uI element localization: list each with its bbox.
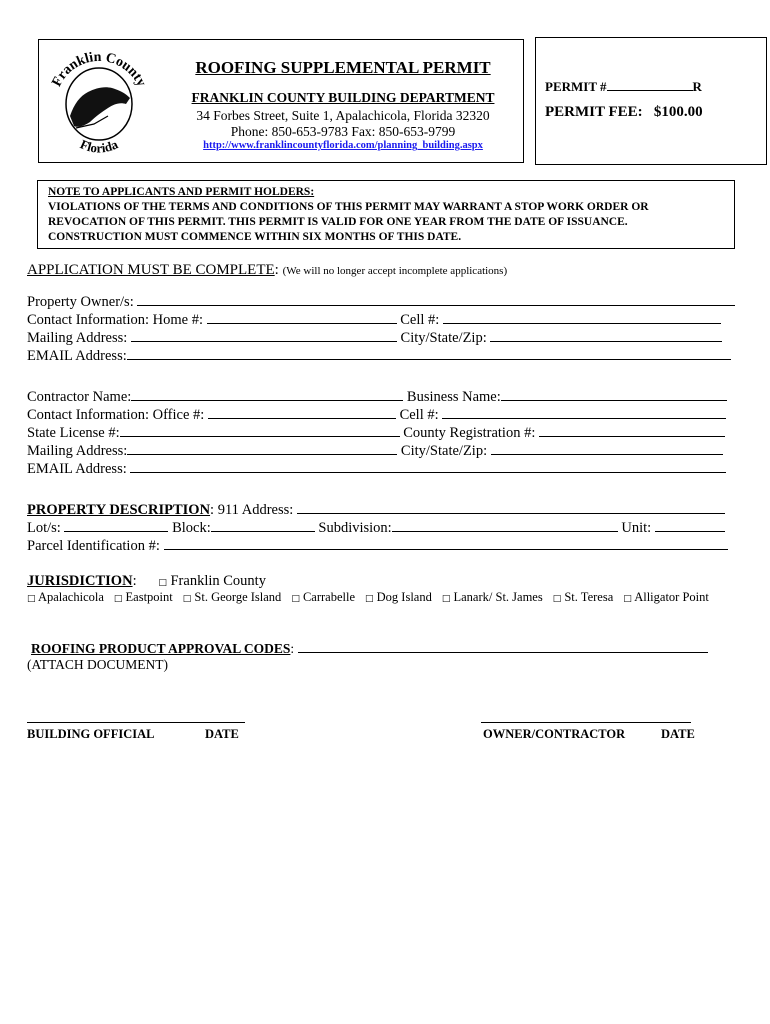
contractor-cell-line[interactable] xyxy=(442,405,726,419)
jurisdiction-heading: JURISDICTION xyxy=(27,573,133,589)
business-name-label: Business Name: xyxy=(406,389,501,405)
state-license-line[interactable] xyxy=(120,423,400,437)
application-heading-text: APPLICATION MUST BE COMPLETE xyxy=(27,262,275,278)
jurisdiction-option[interactable] xyxy=(623,590,709,604)
county-seal-logo xyxy=(44,44,154,160)
option-label: Alligator Point xyxy=(634,590,709,604)
permit-fee-value: $100.00 xyxy=(653,104,703,120)
parcel-id-label: Parcel Identification #: xyxy=(27,538,160,554)
owner-contractor-date-label: DATE xyxy=(661,727,695,741)
permit-number-label: PERMIT # xyxy=(545,79,607,94)
option-label: St. Teresa xyxy=(564,590,614,604)
subdivision-label: Subdivision: xyxy=(318,520,392,536)
owner-contractor-label: OWNER/CONTRACTOR xyxy=(483,727,626,741)
block-label: Block: xyxy=(172,520,211,536)
svg-text:Franklin County xyxy=(49,50,148,89)
application-note: (We will no longer accept incomplete applications) xyxy=(282,265,508,277)
permit-box xyxy=(535,37,767,165)
checkbox-icon[interactable]: □ xyxy=(291,594,300,604)
checkbox-icon[interactable]: □ xyxy=(623,594,632,604)
notice-title: NOTE TO APPLICANTS AND PERMIT HOLDERS: xyxy=(48,186,315,198)
jurisdiction-option[interactable] xyxy=(365,590,432,604)
contractor-email-label: EMAIL Address: xyxy=(27,461,127,477)
product-approval-heading: ROOFING PRODUCT APPROVAL CODES xyxy=(31,641,291,656)
lots-label: Lot/s: xyxy=(27,520,61,536)
owner-mailing-label: Mailing Address: xyxy=(27,330,128,346)
permit-fee-label: PERMIT FEE: xyxy=(545,104,643,120)
jurisdiction-option[interactable] xyxy=(553,590,614,604)
notice-line: REVOCATION OF THIS PERMIT. THIS PERMIT IS VALID FOR ONE YEAR FROM THE DATE OF ISSUANCE. xyxy=(48,216,628,228)
department-address: 34 Forbes Street, Suite 1, Apalachicola, Florida 32320 xyxy=(196,108,490,123)
unit-line[interactable] xyxy=(655,518,725,532)
page-title: ROOFING SUPPLEMENTAL PERMIT xyxy=(195,58,491,77)
contractor-cell-label: Cell #: xyxy=(399,407,439,423)
contractor-office-line[interactable] xyxy=(208,405,396,419)
owner-mailing-row xyxy=(27,328,722,346)
permit-number-suffix: R xyxy=(692,79,702,94)
notice-line: VIOLATIONS OF THE TERMS AND CONDITIONS OF THIS PERMIT MAY WARRANT A STOP WORK ORDER OR xyxy=(48,201,649,213)
seal-bottom-text: Florida xyxy=(77,136,121,156)
product-approval-colon: : xyxy=(290,641,295,656)
jurisdiction-option[interactable] xyxy=(291,590,355,604)
contractor-office-label: Contact Information: Office #: xyxy=(27,407,205,423)
svg-text:Florida xyxy=(78,136,121,155)
department-name: FRANKLIN COUNTY BUILDING DEPARTMENT xyxy=(191,90,495,105)
contractor-mailing-line[interactable] xyxy=(127,441,397,455)
building-official-date-label: DATE xyxy=(205,727,239,741)
subdivision-line[interactable] xyxy=(392,518,618,532)
owner-cell-label: Cell #: xyxy=(400,312,440,328)
jurisdiction-row xyxy=(27,572,266,590)
contractor-email-line[interactable] xyxy=(130,459,726,473)
property-address-label: : 911 Address: xyxy=(210,502,294,518)
owner-city-line[interactable] xyxy=(490,328,722,342)
state-license-label: State License #: xyxy=(27,425,120,441)
parcel-id-line[interactable] xyxy=(164,536,728,550)
seal-top-text: Franklin County xyxy=(49,49,149,90)
owner-email-line[interactable] xyxy=(127,346,731,360)
product-approval-line[interactable] xyxy=(298,639,708,653)
property-address-line[interactable] xyxy=(297,500,725,514)
permit-fee xyxy=(545,104,703,121)
permit-number-line[interactable] xyxy=(607,77,693,91)
owner-city-label: City/State/Zip: xyxy=(400,330,487,346)
contractor-mailing-label: Mailing Address: xyxy=(27,443,128,459)
owner-contact-row xyxy=(27,310,721,328)
county-registration-label: County Registration #: xyxy=(403,425,536,441)
department-link[interactable]: http://www.franklincountyflorida.com/planning_building.aspx xyxy=(203,140,483,151)
business-name-line[interactable] xyxy=(501,387,727,401)
property-description-heading: PROPERTY DESCRIPTION xyxy=(27,502,211,518)
option-label: Dog Island xyxy=(376,590,432,604)
checkbox-icon[interactable]: □ xyxy=(365,594,374,604)
contractor-city-label: City/State/Zip: xyxy=(400,443,488,459)
option-label: Eastpoint xyxy=(125,590,173,604)
department-phone: Phone: 850-653-9783 Fax: 850-653-9799 xyxy=(230,124,456,139)
option-label: Lanark/ St. James xyxy=(453,590,543,604)
property-owner-line[interactable] xyxy=(137,292,735,306)
checkbox-icon[interactable]: □ xyxy=(552,594,562,604)
contractor-city-line[interactable] xyxy=(491,441,723,455)
owner-email-label: EMAIL Address: xyxy=(27,348,127,364)
property-owner-field[interactable] xyxy=(27,292,735,310)
jurisdiction-options xyxy=(27,590,719,605)
unit-label: Unit: xyxy=(621,520,652,536)
lots-line[interactable] xyxy=(64,518,168,532)
jurisdiction-colon: : xyxy=(132,573,137,589)
owner-home-label: Contact Information: Home #: xyxy=(27,312,203,328)
option-label: St. George Island xyxy=(194,590,282,604)
jurisdiction-option[interactable] xyxy=(27,590,104,604)
owner-home-line[interactable] xyxy=(207,310,397,324)
property-lot-row xyxy=(27,518,725,536)
option-label: Apalachicola xyxy=(37,590,104,604)
contractor-email-field[interactable] xyxy=(27,459,726,477)
property-owner-label: Property Owner/s: xyxy=(27,294,134,310)
owner-email-field[interactable] xyxy=(27,346,731,364)
checkbox-icon[interactable]: □ xyxy=(113,594,123,604)
checkbox-icon[interactable]: □ xyxy=(182,594,192,604)
property-address-row xyxy=(27,500,725,518)
jurisdiction-option[interactable] xyxy=(183,590,282,604)
jurisdiction-option[interactable] xyxy=(442,590,543,604)
block-line[interactable] xyxy=(211,518,315,532)
building-official-signature-line[interactable] xyxy=(27,721,245,723)
notice-line: CONSTRUCTION MUST COMMENCE WITHIN SIX MONTHS OF THIS DATE. xyxy=(48,231,462,243)
checkbox-icon[interactable]: □ xyxy=(441,594,451,604)
jurisdiction-option[interactable] xyxy=(114,590,173,604)
building-official-label: BUILDING OFFICIAL xyxy=(27,727,155,741)
contractor-license-row xyxy=(27,423,725,441)
permit-number-field[interactable] xyxy=(545,77,702,95)
contractor-name-line[interactable] xyxy=(131,387,403,401)
option-label: Carrabelle xyxy=(302,590,356,604)
contractor-mailing-row xyxy=(27,441,723,459)
checkbox-franklin-county[interactable]: □ xyxy=(158,578,167,588)
owner-contractor-signature-line[interactable] xyxy=(481,721,691,723)
contractor-name-row xyxy=(27,387,727,405)
franklin-county-label: Franklin County xyxy=(170,573,266,589)
notice-box xyxy=(37,180,735,249)
owner-cell-line[interactable] xyxy=(443,310,721,324)
county-registration-line[interactable] xyxy=(539,423,725,437)
product-approval-field[interactable] xyxy=(31,639,708,657)
attach-document-note: (ATTACH DOCUMENT) xyxy=(27,657,169,672)
owner-mailing-line[interactable] xyxy=(131,328,397,342)
contractor-contact-row xyxy=(27,405,726,423)
application-heading: APPLICATION MUST BE COMPLETE: (We will no longer accept incomplete applications) xyxy=(27,262,508,278)
checkbox-icon[interactable]: □ xyxy=(27,594,36,604)
parcel-id-field[interactable] xyxy=(27,536,728,554)
contractor-name-label: Contractor Name: xyxy=(27,389,132,405)
